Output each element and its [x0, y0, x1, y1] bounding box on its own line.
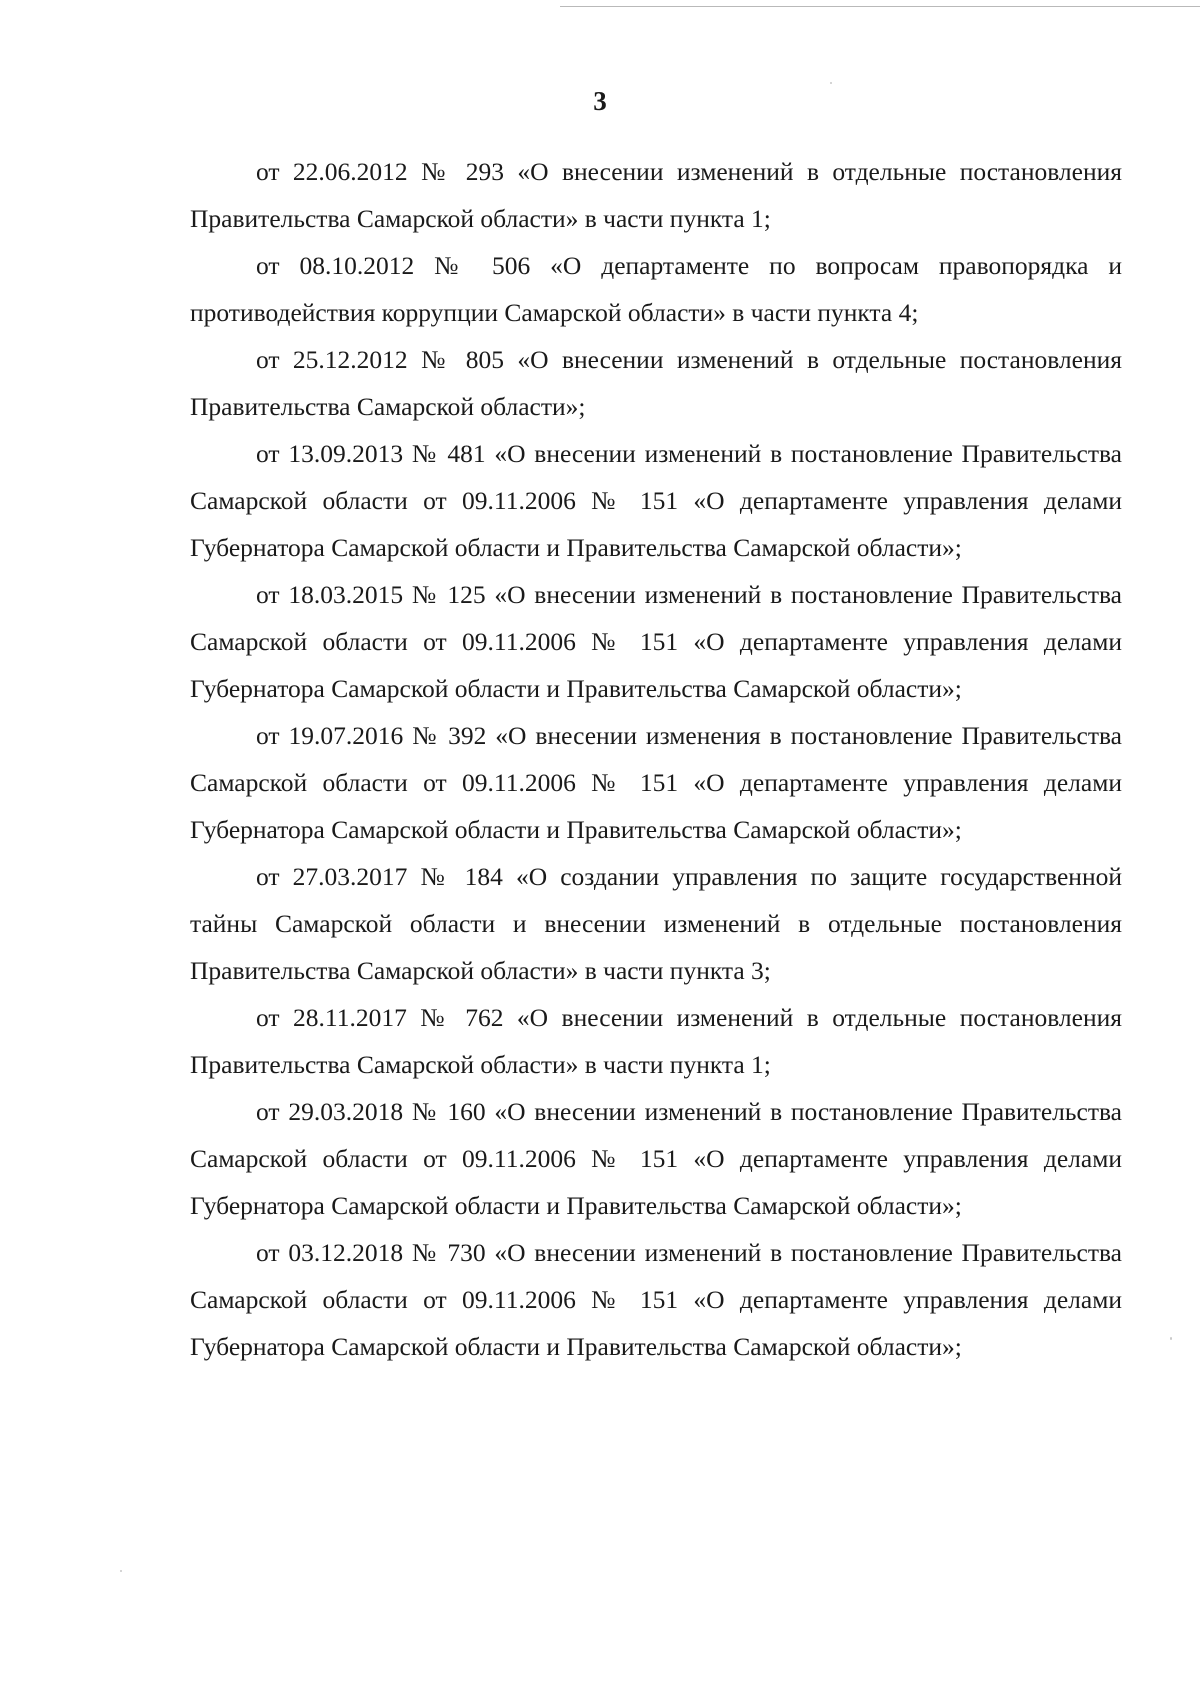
list-item: от 29.03.2018 № 160 «О внесении изменений в постановление Правительства Самарской области от 09.11.2006 № 151 «О департаменте управления делами Губернатора Самарской области и Правительства Самарской области»; — [190, 1097, 1122, 1220]
page-number: 3 — [593, 86, 607, 116]
list-item: от 28.11.2017 № 762 «О внесении изменений в отдельные постановления Правительства Самарской области» в части пункта 1; — [190, 1003, 1122, 1079]
scan-speck — [1170, 1337, 1172, 1340]
list-item: от 19.07.2016 № 392 «О внесении изменения в постановление Правительства Самарской области от 09.11.2006 № 151 «О департаменте управления делами Губернатора Самарской области и Правительства Самарской области»; — [190, 721, 1122, 844]
list-item: от 08.10.2012 № 506 «О департаменте по вопросам правопорядка и противодействия коррупции Самарской области» в части пункта 4; — [190, 251, 1122, 327]
list-item: от 22.06.2012 № 293 «О внесении изменений в отдельные постановления Правительства Самарской области» в части пункта 1; — [190, 157, 1122, 233]
list-item: от 13.09.2013 № 481 «О внесении изменений в постановление Правительства Самарской области от 09.11.2006 № 151 «О департаменте управления делами Губернатора Самарской области и Правительства Самарской области»; — [190, 439, 1122, 562]
list-item: от 03.12.2018 № 730 «О внесении изменений в постановление Правительства Самарской области от 09.11.2006 № 151 «О департаменте управления делами Губернатора Самарской области и Правительства Самарской области»; — [190, 1238, 1122, 1361]
list-item: от 25.12.2012 № 805 «О внесении изменений в отдельные постановления Правительства Самарской области»; — [190, 345, 1122, 421]
document-body — [190, 148, 1122, 1370]
scan-speck — [830, 82, 832, 84]
scan-edge-line — [560, 6, 1200, 7]
list-item: от 27.03.2017 № 184 «О создании управления по защите государственной тайны Самарской области и внесении изменений в отдельные постановления Правительства Самарской области» в части пункта 3; — [190, 862, 1122, 985]
list-item: от 18.03.2015 № 125 «О внесении изменений в постановление Правительства Самарской области от 09.11.2006 № 151 «О департаменте управления делами Губернатора Самарской области и Правительства Самарской области»; — [190, 580, 1122, 703]
scan-speck — [120, 1570, 122, 1572]
